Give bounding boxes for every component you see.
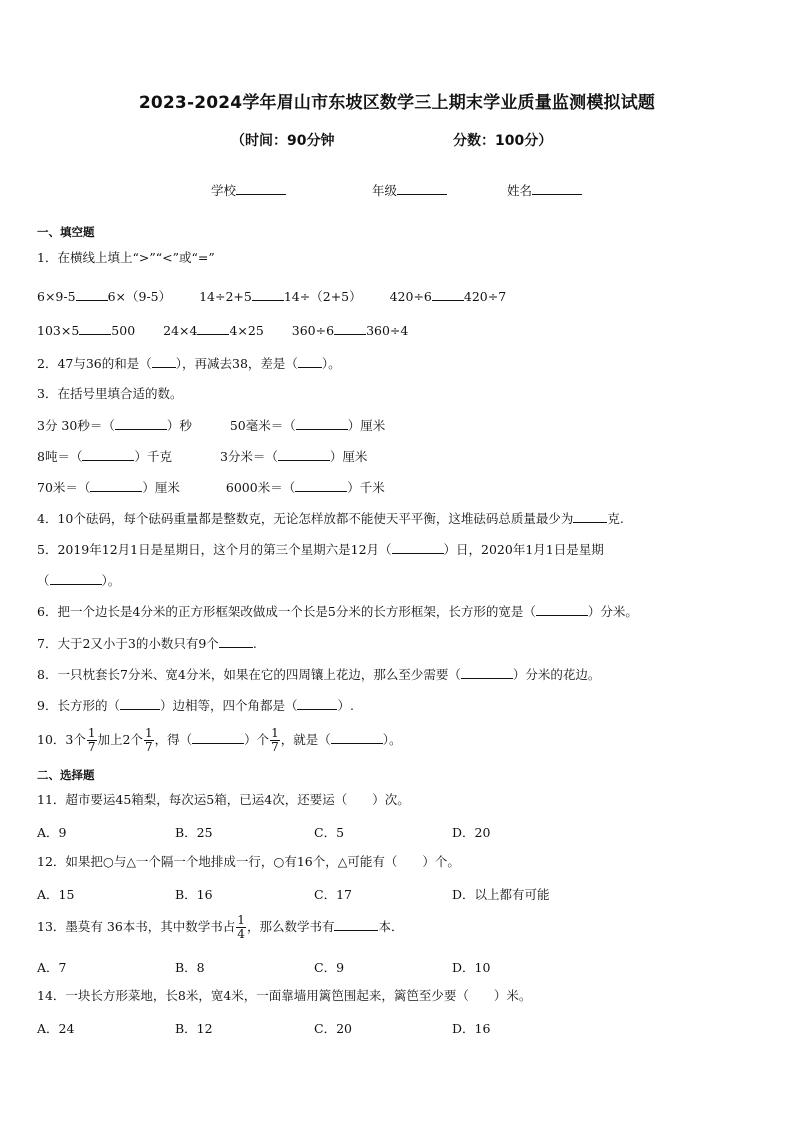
text: 50毫米＝（ — [229, 418, 296, 433]
text: ）秒 — [166, 418, 192, 433]
answer-blank[interactable] — [79, 322, 111, 335]
text: 4．10个砝码，每个砝码重量都是整数克，无论怎样放都不能使天平平衡，这堆砝码总质量最少为 — [37, 511, 574, 526]
exam-score: 分数：100分） — [453, 133, 553, 149]
text: ）厘米 — [329, 449, 368, 464]
question-14-stem: 14．一块长方形菜地，长8米，宽4米，一面靠墙用篱笆围起来，篱笆至少要（ ）米。 — [37, 988, 532, 1003]
fraction-den: 7 — [87, 740, 96, 754]
name-field — [507, 181, 582, 199]
text: ）。 — [101, 573, 121, 588]
text: ，就是（ — [280, 732, 331, 747]
fraction-den: 4 — [237, 927, 245, 941]
text: （ — [37, 573, 50, 588]
text: 8吨＝（ — [37, 449, 83, 464]
answer-blank[interactable] — [297, 697, 337, 710]
text: ）分米。 — [587, 604, 638, 619]
q14-option-a[interactable]: A．24 — [37, 1021, 75, 1036]
expr: 6×9-5 — [37, 289, 76, 304]
q13-option-d[interactable]: D．10 — [452, 960, 491, 975]
question-13-stem — [37, 914, 403, 941]
question-3-row-3 — [37, 479, 385, 496]
text: ）。 — [321, 356, 341, 371]
answer-blank[interactable] — [252, 288, 284, 301]
answer-blank[interactable] — [295, 479, 347, 492]
question-2 — [37, 355, 341, 372]
text: ）千克 — [134, 449, 172, 464]
question-9 — [37, 697, 354, 714]
expr: 24×4 — [163, 323, 198, 338]
question-4 — [37, 510, 624, 527]
question-1-row-1 — [37, 288, 506, 305]
question-10 — [37, 727, 402, 754]
text: ）个 — [244, 732, 270, 747]
school-field — [211, 181, 286, 199]
answer-blank[interactable] — [298, 355, 322, 368]
school-blank[interactable] — [236, 182, 286, 195]
answer-blank[interactable] — [432, 288, 464, 301]
q12-option-b[interactable]: B．16 — [175, 887, 213, 902]
text: ）厘米 — [347, 418, 386, 433]
fraction — [144, 727, 154, 754]
text: ），再减去38，差是（ — [175, 356, 298, 371]
fraction-den: 7 — [144, 740, 153, 754]
text: 70米＝（ — [37, 480, 91, 495]
name-label: 姓名 — [507, 183, 533, 198]
grade-blank[interactable] — [397, 182, 447, 195]
answer-blank[interactable] — [461, 666, 513, 679]
text: ）。 — [382, 732, 402, 747]
fraction — [270, 727, 280, 754]
answer-blank[interactable] — [197, 322, 229, 335]
question-8 — [37, 666, 600, 683]
answer-blank[interactable] — [152, 355, 176, 368]
text: ，那么数学书有 — [246, 919, 335, 934]
answer-blank[interactable] — [334, 918, 378, 931]
q12-option-d[interactable]: D．以上都有可能 — [452, 887, 550, 902]
fraction-num: 1 — [144, 726, 153, 740]
q14-option-d[interactable]: D．16 — [452, 1021, 491, 1036]
text: ）厘米 — [142, 480, 180, 495]
text: ）边相等，四个角都是（ — [159, 698, 298, 713]
grade-label: 年级 — [372, 183, 398, 198]
text: 6．把一个边长是4分米的正方形框架改做成一个长是5分米的长方形框架，长方形的宽是（ — [37, 604, 536, 619]
question-1-row-2 — [37, 322, 408, 339]
expr: 103×5 — [37, 323, 80, 338]
expr: 4×25 — [229, 323, 264, 338]
answer-blank[interactable] — [192, 731, 244, 744]
text: 本． — [378, 919, 404, 934]
answer-blank[interactable] — [115, 417, 167, 430]
expr: 500 — [111, 323, 136, 338]
exam-time: （时间：90分钟 — [231, 133, 335, 149]
text: ）分米的花边。 — [512, 667, 601, 682]
fraction — [236, 914, 246, 941]
answer-blank[interactable] — [392, 541, 444, 554]
expr: 360÷4 — [366, 323, 409, 338]
expr: 420÷7 — [463, 289, 507, 304]
question-5 — [37, 541, 604, 558]
fraction-den: 7 — [271, 740, 279, 754]
expr: 360÷6 — [291, 323, 335, 338]
section-choice: 二、选择题 — [37, 768, 95, 782]
text: . — [252, 636, 257, 651]
text: 13．墨莫有 36本书，其中数学书占 — [37, 919, 236, 934]
answer-blank[interactable] — [331, 731, 383, 744]
grade-field — [372, 181, 447, 199]
answer-blank[interactable] — [50, 572, 102, 585]
fraction-num: 1 — [87, 726, 96, 740]
question-1-stem: 1．在横线上填上“>”“<”或“=” — [37, 250, 215, 265]
text: 8．一只枕套长7分米、宽4分米，如果在它的四周镶上花边，那么至少需要（ — [37, 667, 461, 682]
text: 克. — [607, 511, 624, 526]
fraction-num: 1 — [271, 726, 279, 740]
question-6 — [37, 603, 638, 620]
question-5-cont — [37, 572, 120, 589]
question-3-row-1 — [37, 417, 385, 434]
question-3-stem: 3．在括号里填合适的数。 — [37, 386, 183, 401]
answer-blank[interactable] — [82, 448, 134, 461]
text: 3分 30秒＝（ — [37, 418, 115, 433]
q11-option-b[interactable]: B．25 — [175, 825, 213, 840]
q12-option-c[interactable]: C．17 — [314, 887, 352, 902]
q13-option-a[interactable]: A．7 — [37, 960, 67, 975]
q11-option-d[interactable]: D．20 — [452, 825, 491, 840]
question-3-row-2 — [37, 448, 367, 465]
answer-blank[interactable] — [536, 603, 588, 616]
question-11-stem: 11．超市要运45箱梨，每次运5箱，已运4次，还要运（ ）次。 — [37, 792, 410, 807]
text: ，得（ — [154, 732, 193, 747]
text: 9．长方形的（ — [37, 698, 120, 713]
text: 6000米＝（ — [225, 480, 296, 495]
expr: 14÷（2+5） — [283, 289, 362, 304]
answer-blank[interactable] — [219, 635, 253, 648]
q13-option-c[interactable]: C．9 — [314, 960, 345, 975]
q12-option-a[interactable]: A．15 — [37, 887, 75, 902]
text: 10．3个 — [37, 732, 86, 747]
section-fill-blank: 一、填空题 — [37, 225, 95, 239]
q13-option-b[interactable]: B．8 — [175, 960, 205, 975]
page-title: 2023-2024学年眉山市东坡区数学三上期末学业质量监测模拟试题 — [138, 93, 656, 113]
answer-blank[interactable] — [120, 697, 160, 710]
fraction-num: 1 — [237, 913, 245, 927]
q14-option-b[interactable]: B．12 — [175, 1021, 213, 1036]
answer-blank[interactable] — [296, 417, 348, 430]
text: 7．大于2又小于3的小数只有9个 — [37, 636, 219, 651]
school-label: 学校 — [211, 183, 237, 198]
expr: 14÷2+5 — [199, 289, 252, 304]
text: 5．2019年12月1日是星期日，这个月的第三个星期六是12月（ — [37, 542, 392, 557]
q11-option-c[interactable]: C．5 — [314, 825, 345, 840]
answer-blank[interactable] — [76, 288, 108, 301]
expr: 420÷6 — [389, 289, 432, 304]
text: 加上2个 — [97, 732, 143, 747]
text: 2．47与36的和是（ — [37, 356, 152, 371]
text: 3分米＝（ — [219, 449, 278, 464]
fraction — [87, 727, 97, 754]
text: ）千米 — [347, 480, 385, 495]
question-7 — [37, 635, 257, 652]
expr: 6×（9-5） — [107, 289, 172, 304]
q11-option-a[interactable]: A．9 — [37, 825, 67, 840]
answer-blank[interactable] — [334, 322, 366, 335]
text: ）日，2020年1月1日是星期 — [443, 542, 604, 557]
text: ）. — [337, 698, 354, 713]
question-12-stem: 12．如果把○与△一个隔一个地排成一行，○有16个，△可能有（ ）个。 — [37, 854, 460, 869]
answer-blank[interactable] — [573, 510, 607, 523]
answer-blank[interactable] — [90, 479, 142, 492]
name-blank[interactable] — [532, 182, 582, 195]
q14-option-c[interactable]: C．20 — [314, 1021, 352, 1036]
answer-blank[interactable] — [278, 448, 330, 461]
